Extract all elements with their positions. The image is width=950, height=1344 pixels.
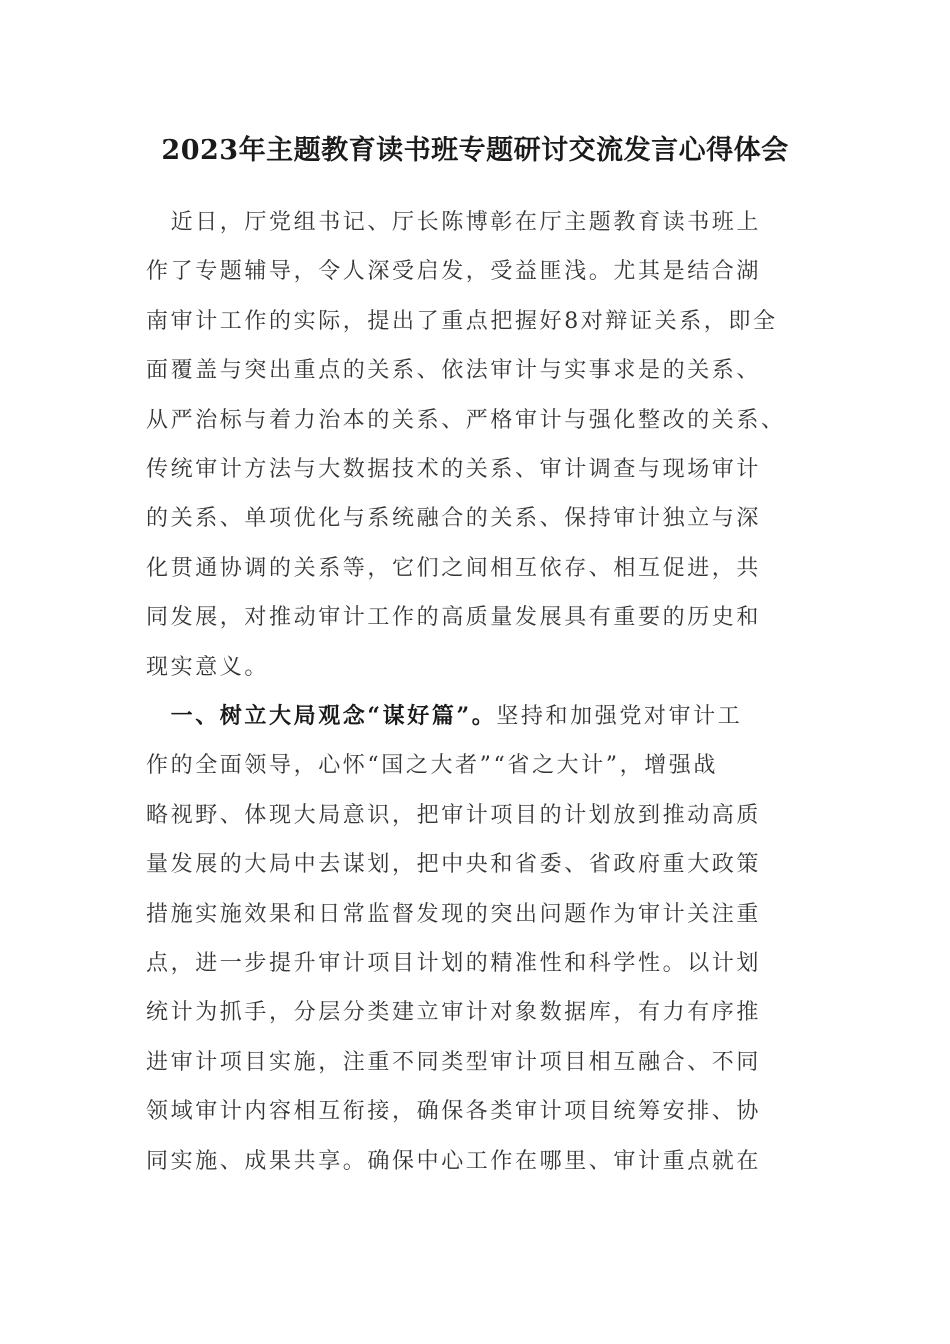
paragraph-line: 现实意义。 <box>146 654 270 680</box>
paragraph-line: 近日，厅党组书记、厅长陈博彰在厅主题教育读书班上 <box>146 210 762 235</box>
paragraph-intro <box>146 198 806 692</box>
paragraph-line: 南审计工作的实际，提出了重点把握好8对辩证关系，即全 <box>146 308 778 334</box>
paragraph-line: 措施实施效果和日常监督发现的突出问题作为审计关注重 <box>146 901 762 927</box>
paragraph-line: 进审计项目实施，注重不同类型审计项目相互融合、不同 <box>146 1049 762 1075</box>
paragraph-line: 领域审计内容相互衔接，确保各类审计项目统筹安排、协 <box>146 1099 762 1125</box>
section-first-line <box>146 692 806 741</box>
paragraph-line: 同发展，对推动审计工作的高质量发展具有重要的历史和 <box>146 605 762 631</box>
paragraph-line: 量发展的大局中去谋划，把中央和省委、省政府重大政策 <box>146 852 762 878</box>
paragraph-line: 传统审计方法与大数据技术的关系、审计调查与现场审计 <box>146 456 762 482</box>
paragraph-section-1 <box>146 692 806 1186</box>
paragraph-line: 同实施、成果共享。确保中心工作在哪里、审计重点就在 <box>146 1148 762 1174</box>
paragraph-line: 略视野、体现大局意识，把审计项目的计划放到推动高质 <box>146 802 762 828</box>
document-title: 2023年主题教育读书班专题研讨交流发言心得体会 <box>161 135 789 166</box>
paragraph-line: 作了专题辅导，令人深受启发，受益匪浅。尤其是结合湖 <box>146 259 762 285</box>
paragraph-line: 的关系、单项优化与系统融合的关系、保持审计独立与深 <box>146 506 762 532</box>
paragraph-line: 点，进一步提升审计项目计划的精准性和科学性。以计划 <box>146 950 762 976</box>
paragraph-line: 作的全面领导，心怀“国之大者”“省之大计”，增强战 <box>146 753 718 779</box>
paragraph-line: 面覆盖与突出重点的关系、依法审计与实事求是的关系、 <box>146 358 762 384</box>
paragraph-line: 化贯通协调的关系等，它们之间相互依存、相互促进，共 <box>146 555 762 581</box>
section-first-line-text: 坚持和加强党对审计工 <box>496 704 743 729</box>
section-heading: 一、树立大局观念“谋好篇”。 <box>146 703 497 729</box>
paragraph-line: 从严治标与着力治本的关系、严格审计与强化整改的关系、 <box>146 407 786 433</box>
paragraph-line: 统计为抓手，分层分类建立审计对象数据库，有力有序推 <box>146 1000 762 1026</box>
